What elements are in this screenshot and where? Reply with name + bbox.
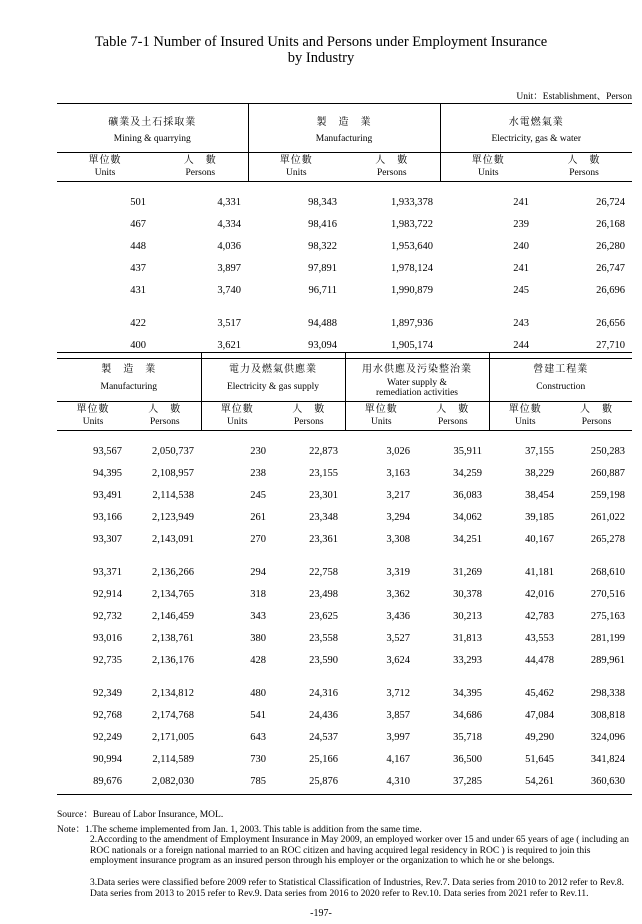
t2-subheader-units: 單位數 Units [76,404,110,427]
t1-subheader-persons: 人 數 Persons [153,153,248,182]
t2-group-elec-en: Electricity & gas supply [201,375,345,402]
t2-group-water-en: Water supply & remediation activities [345,375,489,402]
t2-cell: 3,857 [386,710,410,722]
t2-cell: 54,261 [525,776,554,788]
t2-group-constr-zh: 營建工程業 [533,363,589,375]
t2-cell: 238 [250,468,266,480]
page-number: -197- [310,908,332,919]
t2-cell: 92,768 [93,710,122,722]
t2-cell: 34,259 [453,468,482,480]
t2-cell: 261,022 [590,512,625,524]
t2-subheader-row [57,402,632,431]
t1-cell: 239 [513,219,529,231]
t2-cell: 3,308 [386,534,410,546]
t2-cell: 31,813 [453,633,482,645]
t2-cell: 94,395 [93,468,122,480]
t2-cell: 39,185 [525,512,554,524]
t2-cell: 33,293 [453,655,482,667]
t2-cell: 3,319 [386,567,410,579]
table-title: Table 7-1 Number of Insured Units and Persons under Employment Insurance [94,34,548,50]
t2-cell: 90,994 [93,754,122,766]
t1-cell: 467 [130,219,146,231]
t2-cell: 89,676 [93,776,122,788]
t1-cell: 93,094 [308,340,337,352]
t2-cell: 23,155 [309,468,338,480]
t2-cell: 34,395 [453,688,482,700]
t2-cell: 30,378 [453,589,482,601]
t1-table-row [57,237,632,259]
t2-table-row [57,585,632,607]
t1-cell: 1,978,124 [391,263,433,275]
t2-cell: 259,198 [590,490,625,502]
t1-cell: 422 [130,318,146,330]
t1-cell: 245 [513,285,529,297]
t2-cell: 23,590 [309,655,338,667]
t1-subheader-units: 單位數 Units [471,155,505,178]
t2-cell: 281,199 [590,633,625,645]
t1-cell: 94,488 [308,318,337,330]
t2-cell: 37,285 [453,776,482,788]
t2-subheader-persons: 人 數 Persons [129,402,201,431]
t1-cell: 3,897 [217,263,241,275]
t2-cell: 3,163 [386,468,410,480]
t2-cell: 3,997 [386,732,410,744]
t2-cell: 360,630 [590,776,625,788]
t2-cell: 541 [250,710,266,722]
spacer-row [57,303,632,314]
t2-table-row [57,486,632,508]
note-3: 3.Data series were classified before 2009 refer to Statistical Classification of Industries, Rev.7. Data series from 2010 to 2012 refer to Rev.8. Data series from 2013 to 2015 refer to Rev.9. Data series from 2016 to 2020 refer to Rev.10. Data series from 2021 refer to Rev.11. [90,878,625,899]
t2-cell: 23,301 [309,490,338,502]
t1-cell: 1,897,936 [391,318,433,330]
t1-cell: 1,983,722 [391,219,433,231]
t2-cell: 2,174,768 [152,710,194,722]
t2-subheader-persons: 人 數 Persons [273,402,345,431]
t2-cell: 41,181 [525,567,554,579]
t2-cell: 2,136,266 [152,567,194,579]
table-subtitle: by Industry [287,50,355,66]
t2-cell: 265,278 [590,534,625,546]
t1-cell: 243 [513,318,529,330]
t2-subheader-units: 單位數 Units [364,404,398,427]
t1-cell: 448 [130,241,146,253]
t2-cell: 643 [250,732,266,744]
t1-cell: 1,933,378 [391,197,433,209]
t2-cell: 3,026 [386,446,410,458]
t2-cell: 2,138,761 [152,633,194,645]
t2-table-row [57,728,632,750]
t2-cell: 308,818 [590,710,625,722]
t1-cell: 26,656 [596,318,625,330]
t2-subheader-units: 單位數 Units [220,404,254,427]
t1-cell: 431 [130,285,146,297]
t2-cell: 49,290 [525,732,554,744]
t2-cell: 341,824 [590,754,625,766]
t2-cell: 2,134,765 [152,589,194,601]
t2-cell: 4,310 [386,776,410,788]
spacer-row [57,431,632,442]
t2-cell: 428 [250,655,266,667]
t2-cell: 22,873 [309,446,338,458]
spacer-row [57,182,632,193]
t1-group-mining-zh: 礦業及土石採取業 [57,104,248,129]
t1-subheader-units: 單位數 Units [279,155,313,178]
t2-table-row [57,530,632,552]
t2-cell: 34,686 [453,710,482,722]
t2-cell: 3,362 [386,589,410,601]
t2-subheader-units: 單位數 Units [508,404,542,427]
t2-cell: 35,911 [453,446,482,458]
t2-cell: 3,294 [386,512,410,524]
t2-group-manuf-zh: 製 造 業 [57,353,201,376]
t1-subheader-persons: 人 數 Persons [567,155,601,178]
t2-cell: 2,143,091 [152,534,194,546]
t2-table-row [57,684,632,706]
t2-cell: 3,527 [386,633,410,645]
t1-table-row [57,215,632,237]
t1-cell: 4,331 [217,197,241,209]
t2-group-constr-en: Construction [536,382,586,393]
t1-cell: 3,517 [217,318,241,330]
t2-table-row [57,750,632,772]
t2-table-row [57,508,632,530]
t2-cell: 2,123,949 [152,512,194,524]
t2-cell: 23,558 [309,633,338,645]
t2-cell: 35,718 [453,732,482,744]
t2-cell: 24,537 [309,732,338,744]
t1-table-row [57,193,632,215]
t2-cell: 2,114,538 [152,490,194,502]
t2-cell: 34,251 [453,534,482,546]
t1-cell: 1,953,640 [391,241,433,253]
t1-cell: 4,334 [217,219,241,231]
t2-cell: 268,610 [590,567,625,579]
t2-cell: 270,516 [590,589,625,601]
t2-cell: 92,735 [93,655,122,667]
t1-cell: 27,710 [596,340,625,352]
t2-table-row [57,772,632,795]
source-note: Source：Bureau of Labor Insurance, MOL. [57,810,224,820]
t2-cell: 30,213 [453,611,482,623]
t1-cell: 240 [513,241,529,253]
t1-cell: 244 [513,340,529,352]
t2-cell: 51,645 [525,754,554,766]
t2-cell: 23,498 [309,589,338,601]
t2-cell: 480 [250,688,266,700]
t2-table-row [57,607,632,629]
t1-subheader-units: 單位數 Units [88,155,122,178]
t2-cell: 47,084 [525,710,554,722]
t2-cell: 37,155 [525,446,554,458]
t2-cell: 23,361 [309,534,338,546]
t2-table-row [57,563,632,585]
t2-cell: 92,732 [93,611,122,623]
t2-cell: 294 [250,567,266,579]
spacer-row [57,552,632,563]
t1-cell: 98,322 [308,241,337,253]
t1-subheader-persons: 人 數 Persons [344,153,440,182]
t1-group-manuf-zh: 製 造 業 [248,104,440,129]
t2-cell: 22,758 [309,567,338,579]
t1-cell: 400 [130,340,146,352]
t2-cell: 42,783 [525,611,554,623]
t2-cell: 260,887 [590,468,625,480]
t2-cell: 38,229 [525,468,554,480]
t1-cell: 3,621 [217,340,241,352]
t1-cell: 98,416 [308,219,337,231]
t2-cell: 3,436 [386,611,410,623]
t2-cell: 36,500 [453,754,482,766]
t2-cell: 23,348 [309,512,338,524]
t2-cell: 261 [250,512,266,524]
t2-cell: 270 [250,534,266,546]
spacer-row [57,673,632,684]
t1-cell: 241 [513,197,529,209]
t1-subheader-row [57,153,632,182]
t2-cell: 92,914 [93,589,122,601]
table-upper [57,103,632,359]
t2-cell: 25,876 [309,776,338,788]
t2-cell: 42,016 [525,589,554,601]
t2-cell: 92,249 [93,732,122,744]
t2-cell: 275,163 [590,611,625,623]
t2-group-elec-zh: 電力及燃氣供應業 [201,353,345,376]
t2-cell: 4,167 [386,754,410,766]
t2-subheader-persons: 人 數 Persons [417,402,489,431]
note-1: Note：1.The scheme implemented from Jan. 1, 2003. This table is addition from the same time. [57,825,422,835]
t2-cell: 45,462 [525,688,554,700]
t2-table-row [57,651,632,673]
t2-cell: 2,146,459 [152,611,194,623]
t2-cell: 44,478 [525,655,554,667]
t2-subheader-persons: 人 數 Persons [580,404,613,427]
t2-cell: 2,082,030 [152,776,194,788]
t2-cell: 93,567 [93,446,122,458]
t1-cell: 1,990,879 [391,285,433,297]
t2-cell: 730 [250,754,266,766]
t2-cell: 23,625 [309,611,338,623]
t2-cell: 43,553 [525,633,554,645]
table-lower [57,352,632,795]
t2-cell: 3,624 [386,655,410,667]
t2-cell: 380 [250,633,266,645]
t1-table-row [57,259,632,281]
t1-cell: 241 [513,263,529,275]
t2-cell: 2,171,005 [152,732,194,744]
t2-cell: 343 [250,611,266,623]
t2-cell: 289,961 [590,655,625,667]
t2-cell: 2,136,176 [152,655,194,667]
t2-cell: 3,712 [386,688,410,700]
t2-cell: 318 [250,589,266,601]
t2-cell: 785 [250,776,266,788]
t2-cell: 2,108,957 [152,468,194,480]
unit-label: Unit：Establishment、Person [516,92,632,102]
t2-cell: 24,436 [309,710,338,722]
t1-group-utility-en: Electricity, gas & water [491,134,582,145]
t2-table-row [57,464,632,486]
t1-cell: 26,696 [596,285,625,297]
t1-table-row [57,314,632,336]
note-2: 2.According to the amendment of Employment Insurance in May 2009, an employed worker over 15 and under 65 years of age ( including an ROC nationals or a foreign national married to an ROC citizen and having acquired legal residency in ROC ) is required to join this employment insurance program as an insured person through his employer or the organization to which he or she belongs. [90,835,629,866]
t2-cell: 93,166 [93,512,122,524]
t2-cell: 93,491 [93,490,122,502]
t1-cell: 501 [130,197,146,209]
t2-cell: 92,349 [93,688,122,700]
t1-cell: 26,280 [596,241,625,253]
t2-cell: 34,062 [453,512,482,524]
t1-cell: 97,891 [308,263,337,275]
t1-table-row [57,281,632,303]
t1-cell: 3,740 [217,285,241,297]
t2-cell: 24,316 [309,688,338,700]
t2-cell: 93,371 [93,567,122,579]
t2-table-row [57,706,632,728]
t2-cell: 93,307 [93,534,122,546]
t2-cell: 250,283 [590,446,625,458]
t2-table-row [57,629,632,651]
t2-cell: 38,454 [525,490,554,502]
t1-cell: 26,724 [596,197,625,209]
t1-group-manuf-en: Manufacturing [248,128,440,153]
t2-cell: 36,083 [453,490,482,502]
t2-cell: 2,050,737 [152,446,194,458]
t1-cell: 437 [130,263,146,275]
t2-group-manuf-en: Manufacturing [57,375,201,402]
t2-cell: 324,096 [590,732,625,744]
t1-cell: 1,905,174 [391,340,433,352]
t2-cell: 2,114,589 [152,754,194,766]
t2-cell: 230 [250,446,266,458]
t2-cell: 93,016 [93,633,122,645]
t1-cell: 26,747 [596,263,625,275]
t2-cell: 2,134,812 [152,688,194,700]
t1-group-utility-zh: 水電燃氣業 [508,116,564,128]
t1-cell: 96,711 [308,285,337,297]
t1-group-mining-en: Mining & quarrying [57,128,248,153]
t2-cell: 25,166 [309,754,338,766]
t1-cell: 98,343 [308,197,337,209]
t2-table-row [57,442,632,464]
t2-cell: 298,338 [590,688,625,700]
t1-cell: 4,036 [217,241,241,253]
t2-cell: 245 [250,490,266,502]
t2-cell: 40,167 [525,534,554,546]
t1-cell: 26,168 [596,219,625,231]
t2-cell: 31,269 [453,567,482,579]
t2-group-water-zh: 用水供應及污染整治業 [345,353,489,376]
t2-cell: 3,217 [386,490,410,502]
